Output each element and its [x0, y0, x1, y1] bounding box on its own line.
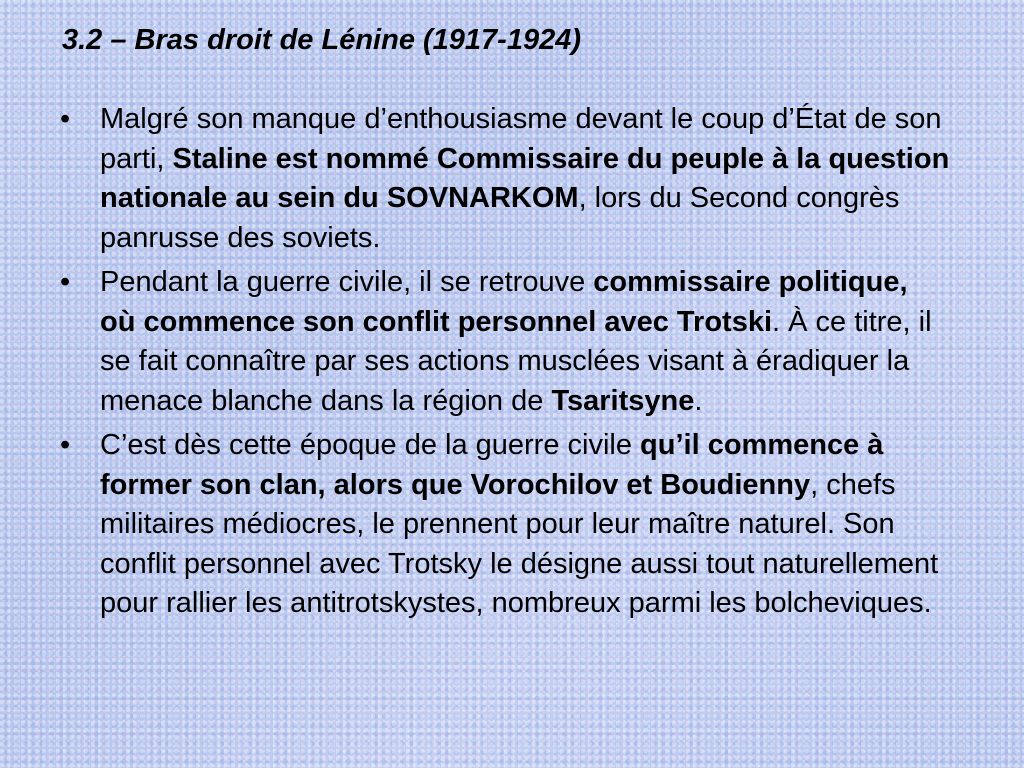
bullet-segment: C’est dès cette époque de la guerre civile	[100, 429, 641, 461]
bullet-text	[100, 266, 932, 417]
bullet-segment: , lors du Second congrès panrusse des soviets.	[100, 182, 900, 254]
bullet-segment: , chefs militaires médiocres, le prennent pour leur maître naturel. Son conflit personnel avec Trotsky le désigne aussi tout naturellement pour rallier les antitrotskystes, nombreux parmi les bolcheviques.	[100, 468, 939, 619]
bullet-icon: •	[60, 429, 71, 461]
bullet-segment: . À ce titre, il se fait connaître par ses actions musclées visant à éradiquer la menace blanche dans la région de	[100, 305, 932, 417]
bullet-segment-bold: Staline est nommé Commissaire du peuple à la question nationale au sein du SOVNARKOM	[100, 142, 950, 214]
bullet-text	[100, 103, 949, 254]
bullet-text	[100, 429, 938, 619]
slide-title: 3.2 – Bras droit de Lénine (1917-1924)	[62, 24, 581, 56]
bullet-segment: Malgré son manque d’enthousiasme devant le coup d’État de son parti,	[100, 103, 942, 175]
bullet-item	[60, 426, 950, 624]
bullet-segment: .	[694, 384, 703, 417]
bullet-segment-bold: commissaire politique, où commence son conflit personnel avec Trotski	[100, 266, 908, 338]
bullet-list	[60, 100, 950, 629]
bullet-item	[60, 263, 950, 421]
bullet-segment-bold: qu’il commence à former son clan, alors que Vorochilov et Boudienny	[100, 429, 884, 501]
bullet-segment-bold: Tsaritsyne	[551, 384, 695, 417]
bullet-segment: Pendant la guerre civile, il se retrouve	[100, 266, 594, 298]
bullet-item	[60, 100, 950, 258]
bullet-icon: •	[60, 103, 71, 135]
bullet-icon: •	[60, 266, 71, 298]
